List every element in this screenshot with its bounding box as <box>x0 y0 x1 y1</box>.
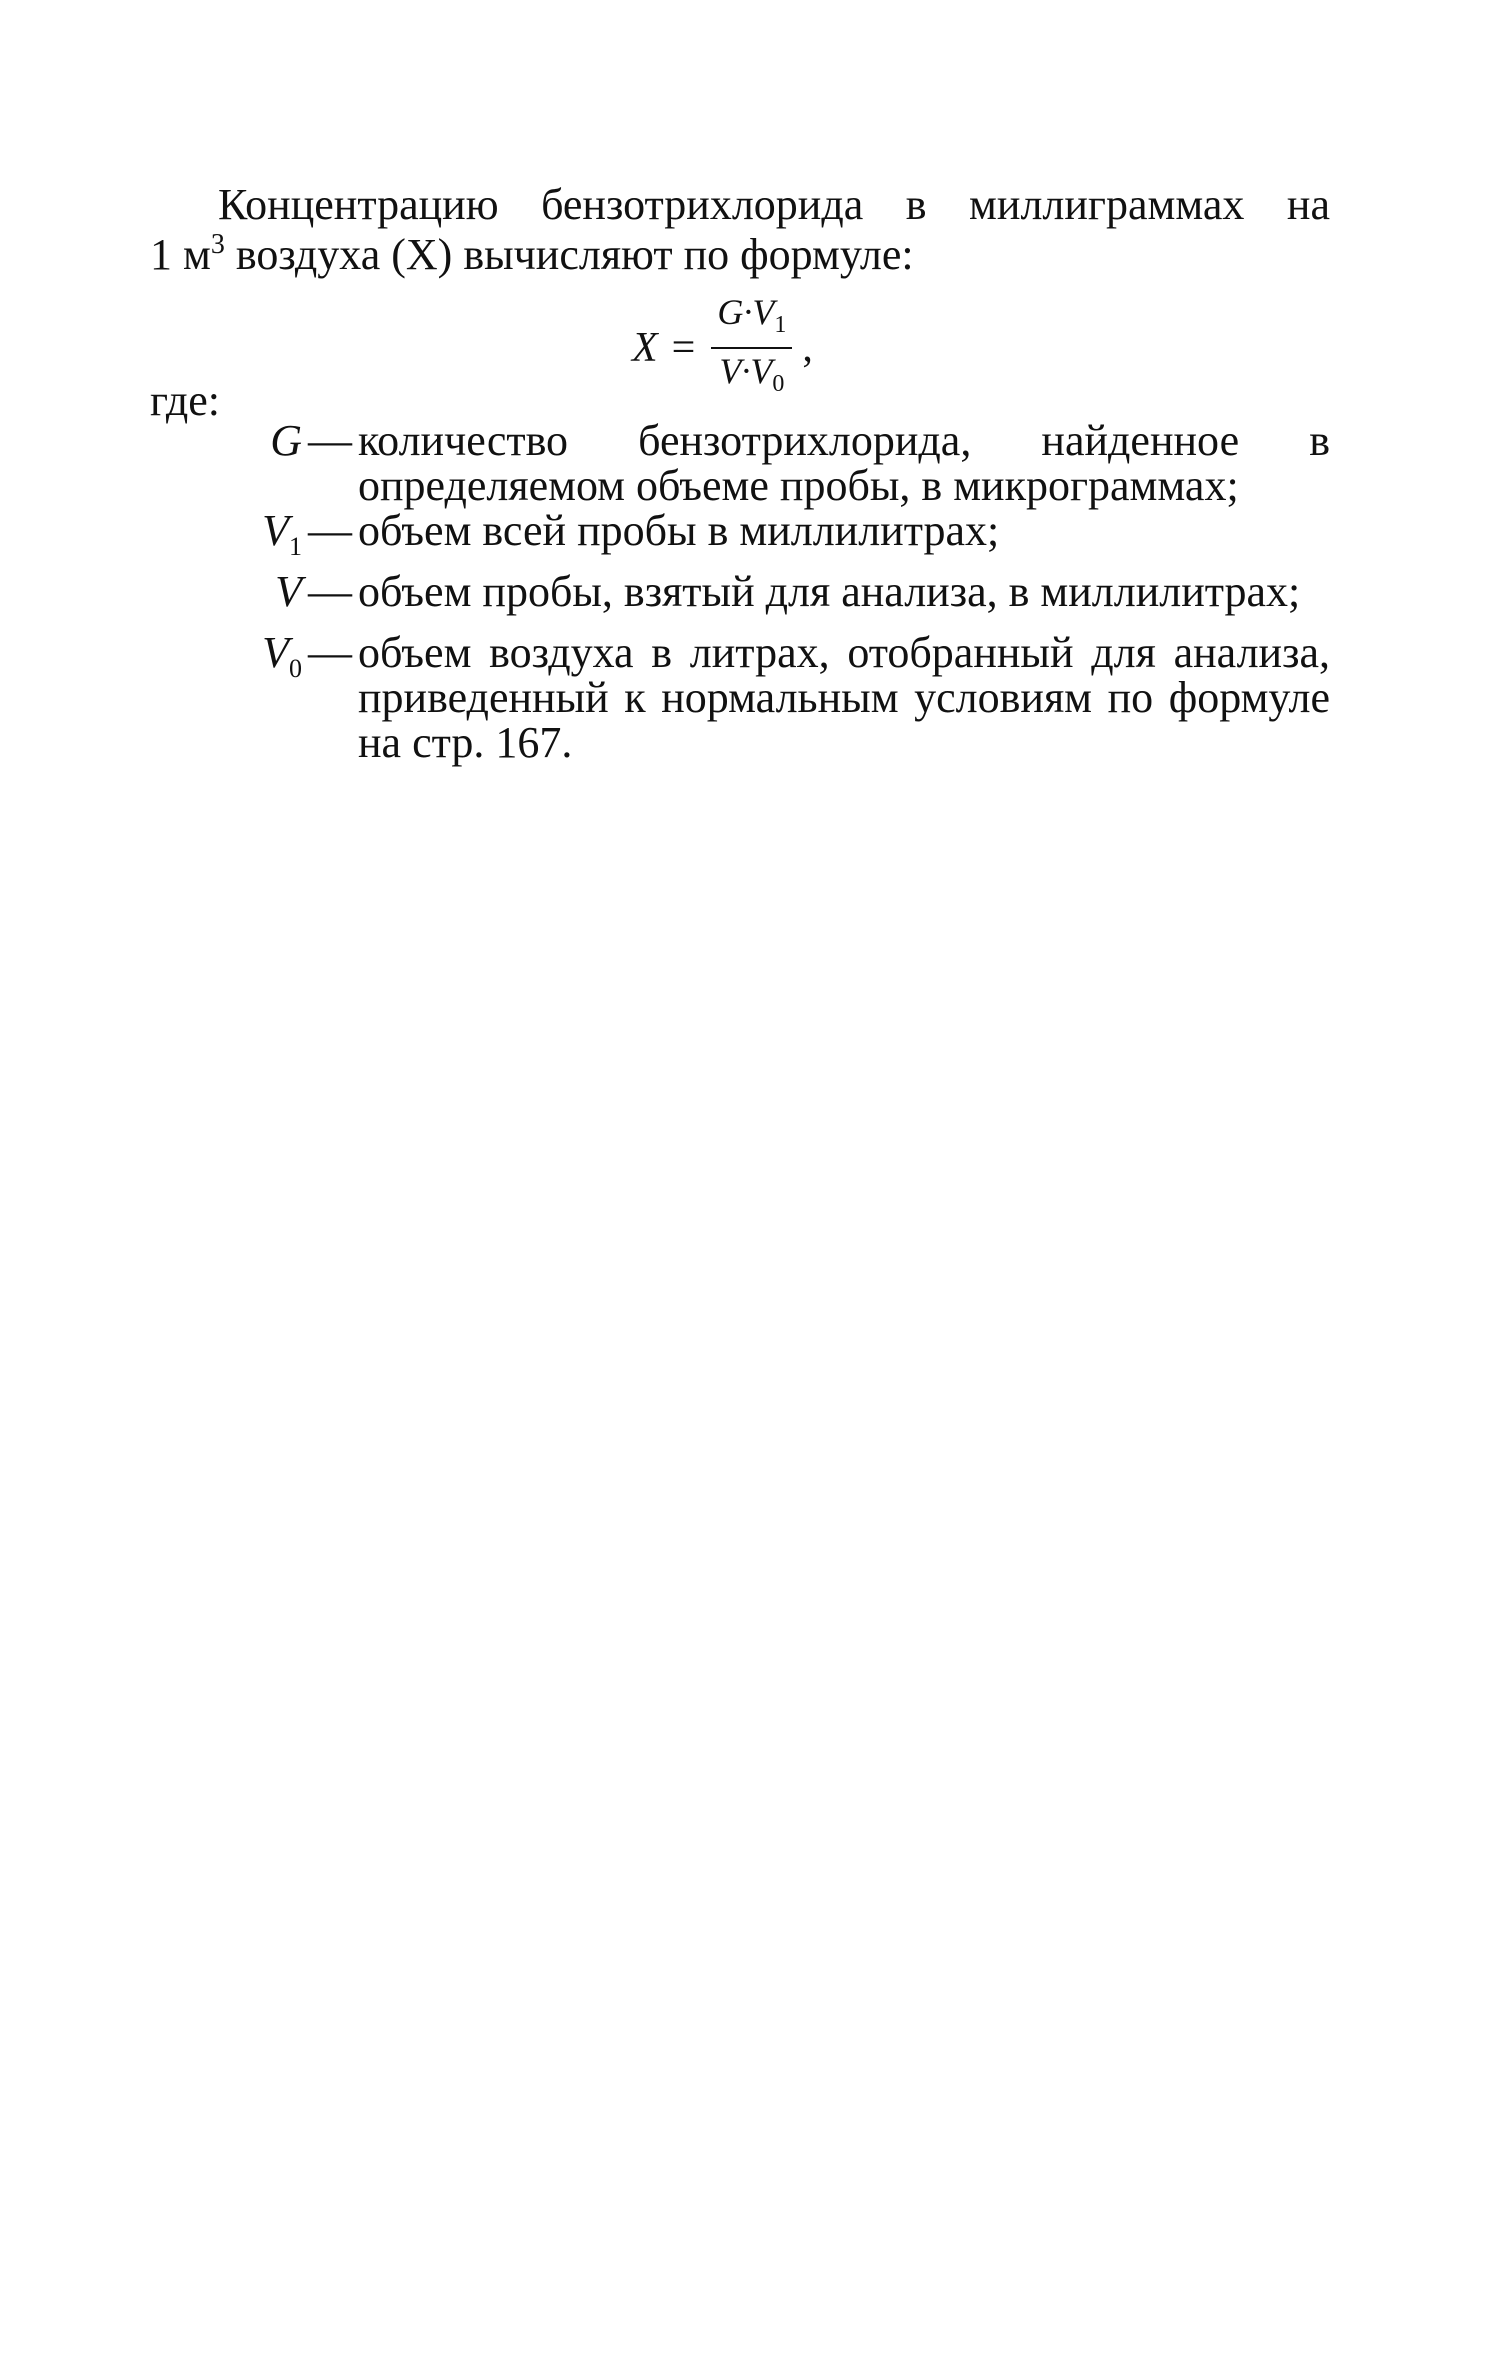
definition-text: объем воздуха в литрах, отобранный для анализа, приведенный к нормальным условиям по формуле на стр. 167. <box>358 627 1330 767</box>
formula-numerator-sub: 1 <box>774 312 787 339</box>
definition-symbol-main: G <box>270 416 302 465</box>
definition-text: объем всей пробы в миллилитрах; <box>358 506 1000 555</box>
cubic-superscript: 3 <box>210 229 225 260</box>
definition-symbol <box>150 627 302 691</box>
intro-line-2-suffix: воздуха (X) вычисляют по формуле: <box>224 230 914 279</box>
definition-symbol <box>150 418 302 479</box>
definition-text: объем пробы, взятый для анализа, в миллилитрах; <box>358 566 1301 616</box>
definition-text: количество бензотрихлорида, найденное в определяемом объеме пробы, в микрограммах; <box>358 416 1330 510</box>
definition-dash: — <box>308 416 352 465</box>
definition-item <box>150 566 1330 630</box>
formula-equals: = <box>671 325 696 372</box>
definition-symbol-main: V <box>262 506 289 555</box>
formula-comma: , <box>802 325 813 372</box>
formula-denominator-main: V·V <box>719 351 773 392</box>
definition-symbol-sub: 0 <box>289 653 302 683</box>
definition-symbol <box>150 508 302 569</box>
definitions-list <box>150 418 1330 765</box>
intro-line-1: Концентрацию бензотрихлорида в миллиграммах на <box>218 180 1330 229</box>
definition-item <box>150 418 1330 508</box>
definition-item <box>150 508 1330 569</box>
definition-dash: — <box>308 506 352 555</box>
formula-numerator <box>709 292 794 347</box>
definition-symbol-sub: 1 <box>289 531 302 561</box>
formula-denominator-sub: 0 <box>772 371 785 398</box>
formula-denominator <box>711 347 792 404</box>
intro-line-2 <box>150 230 1330 280</box>
definition-symbol-main: V <box>262 627 289 677</box>
where-label: где: <box>150 376 220 425</box>
formula <box>632 292 813 404</box>
definition-symbol <box>150 566 302 630</box>
definition-item <box>150 627 1330 767</box>
intro-line-2-prefix: 1 м <box>150 230 211 279</box>
formula-lhs: X <box>632 325 658 372</box>
definition-symbol-main: V <box>275 566 302 616</box>
definition-dash: — <box>308 627 352 677</box>
definition-dash: — <box>308 566 352 616</box>
formula-numerator-main: G·V <box>717 292 775 332</box>
intro-paragraph <box>150 180 1330 280</box>
formula-fraction <box>709 292 794 404</box>
